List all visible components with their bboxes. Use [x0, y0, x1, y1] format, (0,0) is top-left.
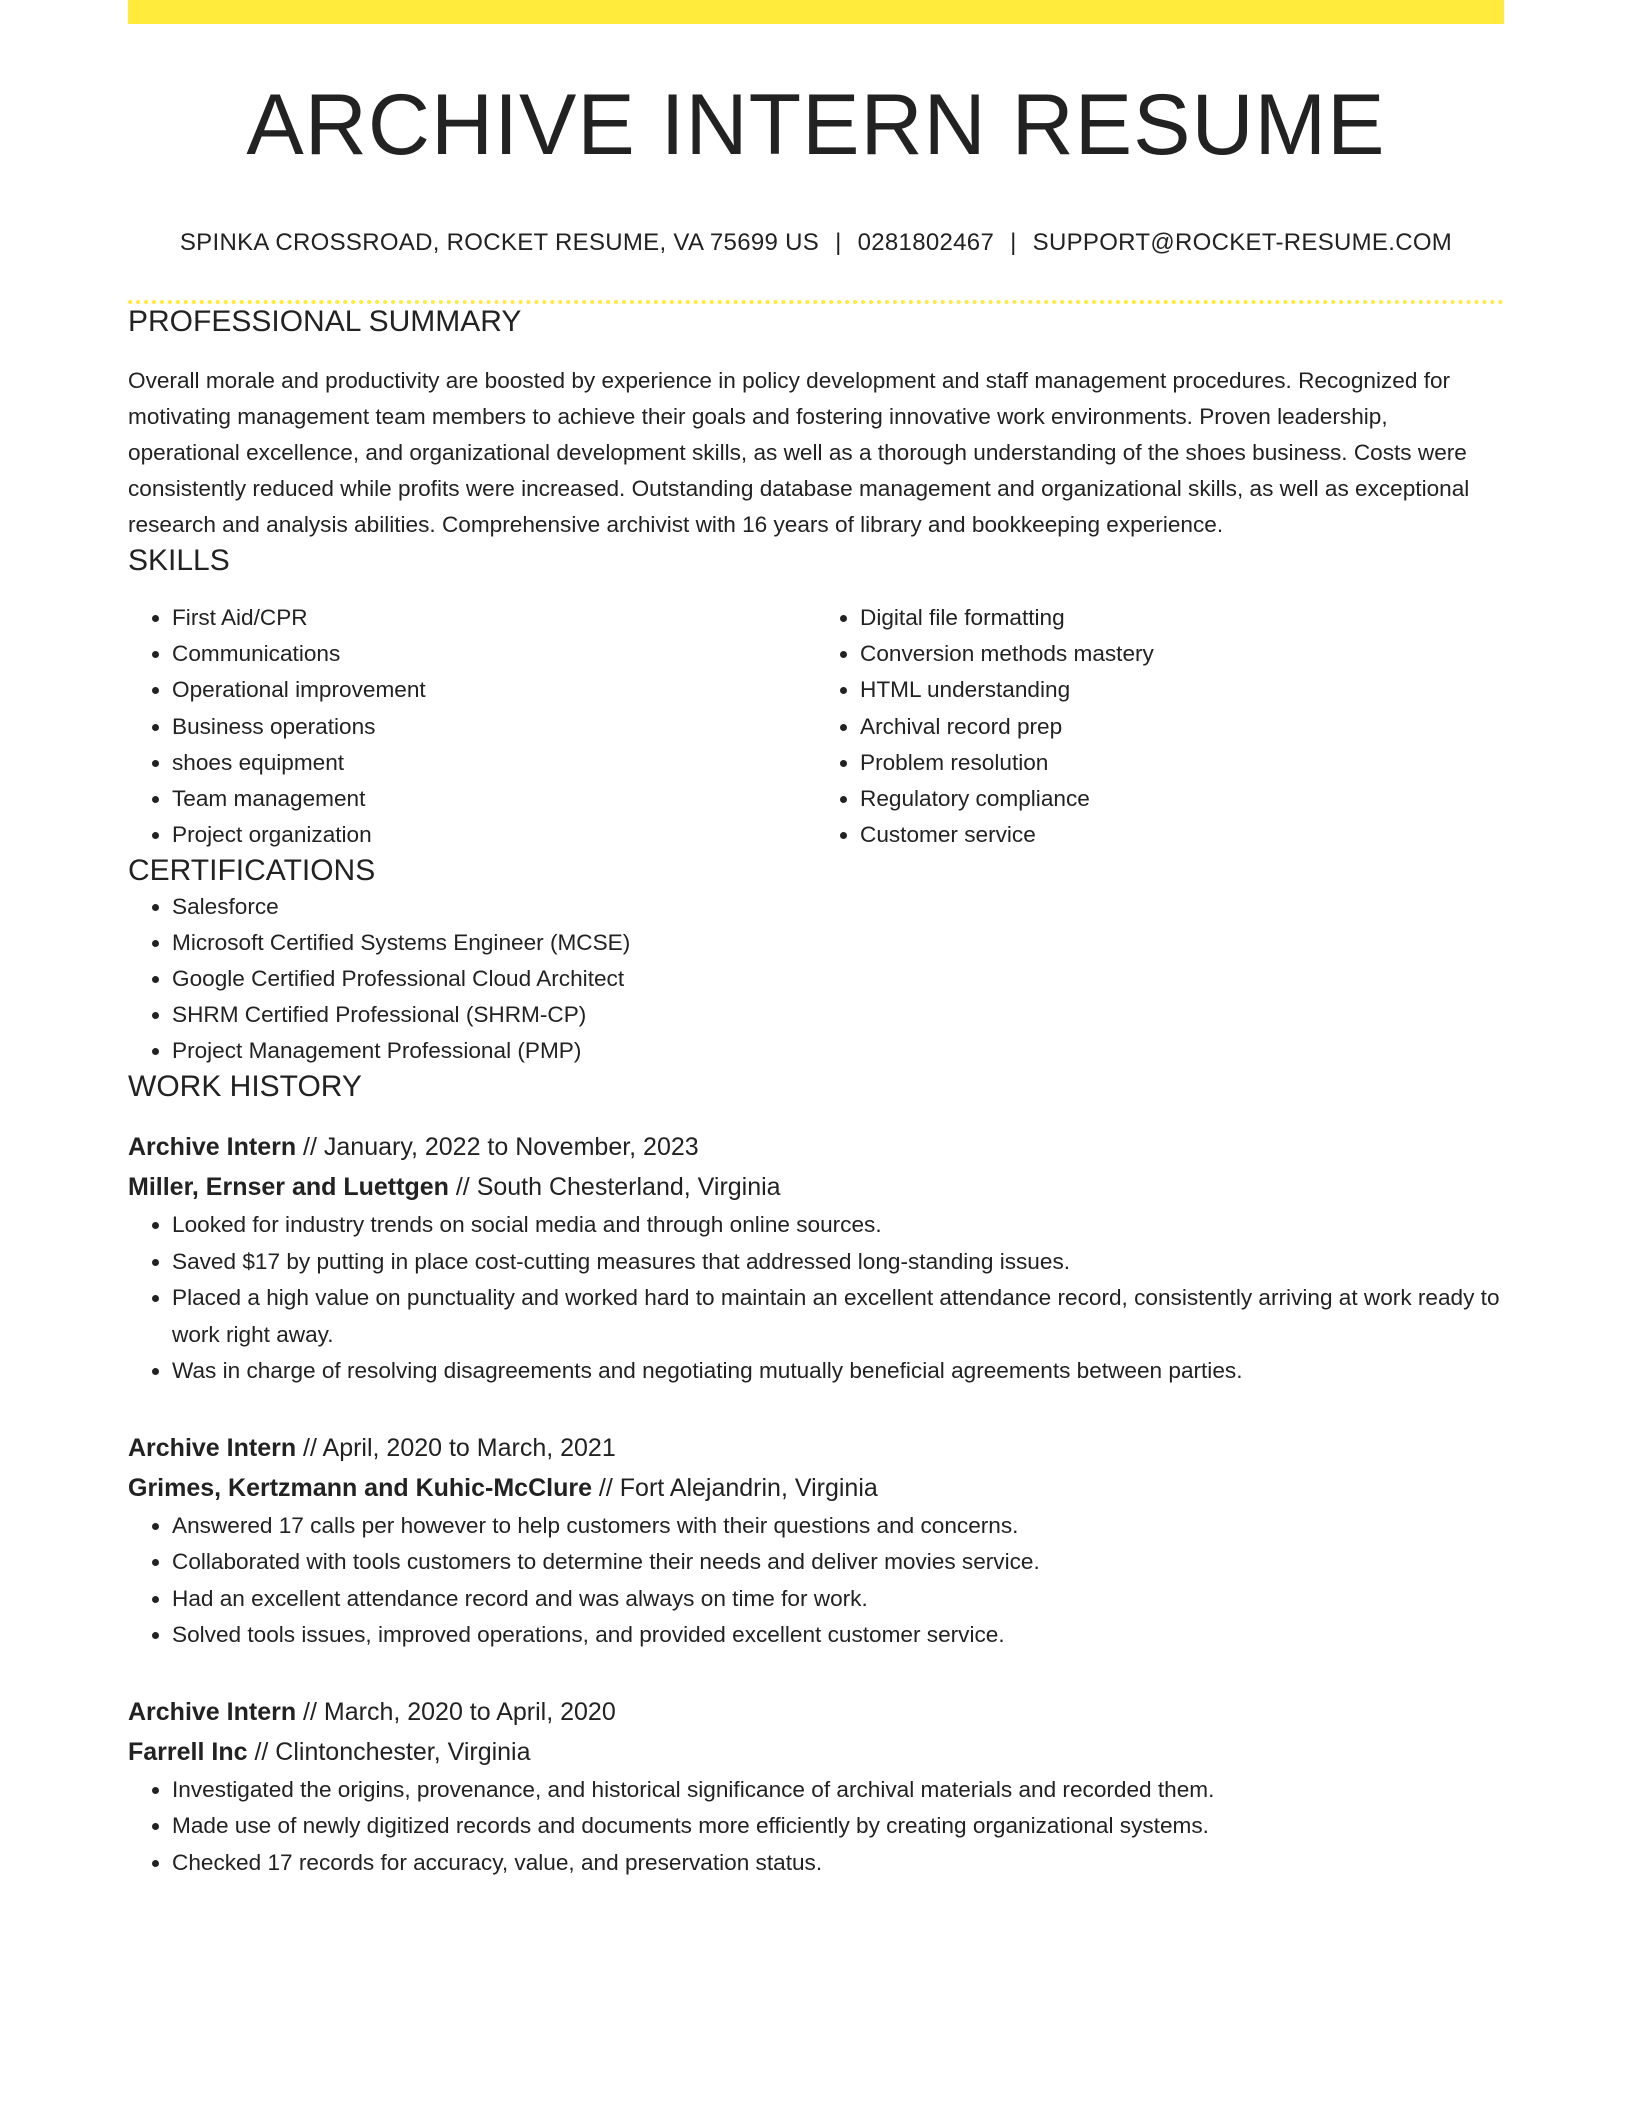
job-company: Miller, Ernser and Luettgen: [128, 1173, 449, 1202]
certification-item: • Project Management Professional (PMP): [172, 1033, 1504, 1069]
skill-item: • Problem resolution: [860, 745, 1504, 781]
contact-separator: |: [1010, 229, 1017, 256]
job-dates: // March, 2020 to April, 2020: [296, 1697, 616, 1726]
job-bullets: [128, 1772, 1504, 1882]
skills-columns: [128, 600, 1504, 853]
job-location: // Fort Alejandrin, Virginia: [591, 1473, 878, 1502]
summary-text: Overall morale and productivity are boosted by experience in policy development and staff management procedures. Recognized for motivating management team members to achieve their goals and fostering innovative work environments. Proven leadership, operational excellence, and organizational development skills, as well as a thorough understanding of the shoes business. Costs were consistently reduced while profits were increased. Outstanding database management and organizational skills, as well as exceptional research and analysis abilities. Comprehensive archivist with 16 years of library and bookkeeping experience.: [128, 368, 1470, 537]
skills-list-left: [128, 600, 816, 853]
skill-item: • Archival record prep: [860, 709, 1504, 745]
certifications-list: [128, 889, 1504, 1069]
resume-title: ARCHIVE INTERN RESUME: [246, 77, 1386, 173]
job-bullet: • Had an excellent attendance record and was always on time for work.: [172, 1581, 1504, 1618]
job-location: // South Chesterland, Virginia: [448, 1173, 781, 1202]
section-heading-summary: PROFESSIONAL SUMMARY: [128, 305, 522, 338]
job-bullets: [128, 1508, 1504, 1654]
contact-address: SPINKA CROSSROAD, ROCKET RESUME, VA 75699 US: [179, 229, 820, 256]
skill-item: • Project organization: [172, 817, 816, 853]
skill-item: • Digital file formatting: [860, 600, 1504, 636]
job-title: Archive Intern: [128, 1697, 297, 1726]
job-company-line: [128, 1167, 1504, 1207]
skill-item: • HTML understanding: [860, 672, 1504, 708]
job-company: Grimes, Kertzmann and Kuhic-McClure: [128, 1473, 592, 1502]
job-bullets: [128, 1207, 1504, 1390]
certification-item: • Google Certified Professional Cloud Architect: [172, 961, 1504, 997]
top-accent-bar: [128, 0, 1504, 24]
certification-item: • Salesforce: [172, 889, 1504, 925]
job-bullet: • Was in charge of resolving disagreements and negotiating mutually beneficial agreements between parties.: [172, 1353, 1504, 1390]
job-bullet: • Made use of newly digitized records and documents more efficiently by creating organizational systems.: [172, 1808, 1504, 1845]
skill-item: • First Aid/CPR: [172, 600, 816, 636]
skill-item: • shoes equipment: [172, 745, 816, 781]
job-entry: [128, 1692, 1504, 1882]
skill-item: • Communications: [172, 636, 816, 672]
section-heading-skills: SKILLS: [128, 544, 230, 577]
job-location: // Clintonchester, Virginia: [247, 1737, 531, 1766]
skill-item: • Team management: [172, 781, 816, 817]
job-bullet: • Solved tools issues, improved operations, and provided excellent customer service.: [172, 1617, 1504, 1654]
job-title: Archive Intern: [128, 1433, 297, 1462]
section-heading-certifications: CERTIFICATIONS: [128, 854, 376, 888]
skill-item: • Operational improvement: [172, 672, 816, 708]
contact-separator: |: [835, 229, 842, 256]
job-bullet: • Collaborated with tools customers to determine their needs and deliver movies service.: [172, 1544, 1504, 1581]
skill-item: • Business operations: [172, 709, 816, 745]
skill-item: • Customer service: [860, 817, 1504, 853]
certification-item: • SHRM Certified Professional (SHRM-CP): [172, 997, 1504, 1033]
skill-item: • Conversion methods mastery: [860, 636, 1504, 672]
job-bullet: • Saved $17 by putting in place cost-cutting measures that addressed long-standing issues.: [172, 1244, 1504, 1281]
job-entry: [128, 1428, 1504, 1654]
job-company: Farrell Inc: [128, 1737, 248, 1766]
skills-list-right: [816, 600, 1504, 853]
resume-page: [128, 0, 1504, 1881]
section-heading-work-history: WORK HISTORY: [128, 1070, 362, 1104]
job-title: Archive Intern: [128, 1133, 297, 1162]
job-entry: [128, 1127, 1504, 1390]
contact-phone: 0281802467: [857, 229, 995, 256]
job-title-line: [128, 1428, 1504, 1468]
job-company-line: [128, 1468, 1504, 1508]
job-bullet: • Checked 17 records for accuracy, value, and preservation status.: [172, 1845, 1504, 1882]
job-company-line: [128, 1732, 1504, 1772]
skill-item: • Regulatory compliance: [860, 781, 1504, 817]
contact-line: [128, 228, 1504, 258]
job-bullet: • Answered 17 calls per however to help customers with their questions and concerns.: [172, 1508, 1504, 1545]
contact-email: SUPPORT@ROCKET-RESUME.COM: [1032, 229, 1453, 256]
job-title-line: [128, 1692, 1504, 1732]
job-dates: // January, 2022 to November, 2023: [296, 1133, 699, 1162]
job-bullet: • Placed a high value on punctuality and worked hard to maintain an excellent attendance record, consistently arriving at work ready to work right away.: [172, 1280, 1504, 1353]
job-dates: // April, 2020 to March, 2021: [296, 1433, 616, 1462]
job-title-line: [128, 1127, 1504, 1167]
job-bullet: • Looked for industry trends on social media and through online sources.: [172, 1207, 1504, 1244]
certification-item: • Microsoft Certified Systems Engineer (MCSE): [172, 925, 1504, 961]
job-bullet: • Investigated the origins, provenance, and historical significance of archival materials and recorded them.: [172, 1772, 1504, 1809]
